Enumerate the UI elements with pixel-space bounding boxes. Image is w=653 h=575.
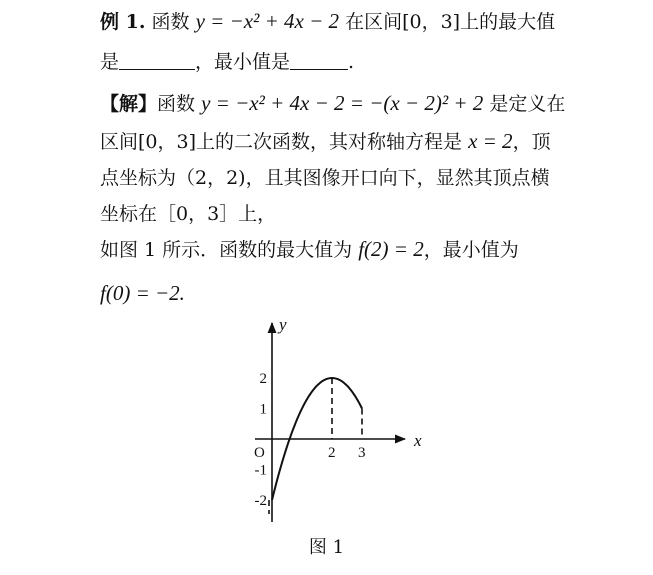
- solution-line1-text: 函数: [157, 93, 196, 115]
- y-tick-label: 2: [259, 371, 267, 387]
- problem-interval: 在区间[0，3]上的最大值: [345, 11, 556, 33]
- parabola-curve: [272, 378, 362, 500]
- origin-label: O: [254, 445, 265, 461]
- solution-line-1: [100, 90, 565, 117]
- solution-line1-tail: 是定义在: [489, 93, 566, 115]
- solution-line5-expr: f(2) = 2: [358, 237, 424, 261]
- problem-line2-start: 是: [100, 51, 120, 73]
- solution-line5-tail: ，最小值为: [423, 239, 519, 261]
- solution-line2-expr: x = 2: [468, 129, 513, 153]
- y-tick-label: -2: [254, 493, 267, 509]
- x-tick-label: 3: [358, 445, 366, 461]
- problem-function: y = −x² + 4x − 2: [195, 9, 340, 33]
- solution-line2-tail: ，顶: [512, 131, 551, 153]
- solution-line-4: 坐标在［0，3］上，: [100, 203, 277, 225]
- solution-line1-expr: y = −x² + 4x − 2 = −(x − 2)² + 2: [201, 91, 484, 115]
- y-axis-label: y: [279, 315, 287, 334]
- y-tick-label: -1: [254, 462, 267, 479]
- solution-line5-text: 如图 1 所示．函数的最大值为: [100, 239, 353, 261]
- solution-line-5: [100, 236, 519, 263]
- problem-intro: 函数: [151, 11, 190, 33]
- solution-line-2: [100, 128, 551, 155]
- min-value-blank: [290, 51, 348, 70]
- solution-line2-text: 区间[0，3]上的二次函数，其对称轴方程是: [100, 131, 463, 153]
- solution-line-3: 点坐标为（2，2)，且其图像开口向下，显然其顶点横: [100, 167, 550, 189]
- problem-line2-mid: ，最小值是: [195, 51, 291, 73]
- problem-line-2: [100, 49, 354, 75]
- problem-line2-end: .: [348, 51, 355, 73]
- figure-caption: 图 1: [308, 537, 345, 558]
- x-tick-label: 2: [328, 445, 336, 461]
- problem-label: 例 1.: [100, 11, 146, 33]
- solution-tag: 【解】: [100, 93, 158, 115]
- solution-line-6: [100, 280, 185, 307]
- problem-line-1: [100, 8, 555, 35]
- max-value-blank: [119, 51, 195, 70]
- solution-line6-expr: f(0) = −2.: [100, 281, 185, 305]
- x-axis-label: x: [414, 431, 422, 450]
- y-tick-label: 1: [259, 401, 267, 418]
